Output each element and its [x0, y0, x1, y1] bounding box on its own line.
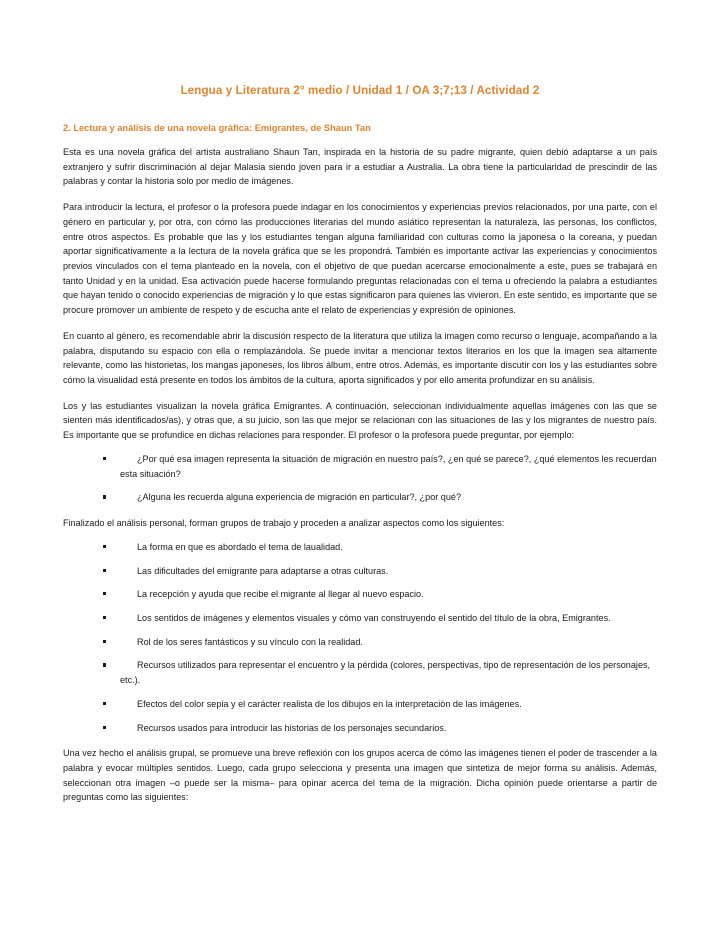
list-item-label: La recepción y ayuda que recibe el migrante al llegar al nuevo espacio. [137, 589, 424, 600]
square-bullet-icon [103, 616, 106, 619]
square-bullet-icon [103, 592, 106, 595]
page-title: Lengua y Literatura 2° medio / Unidad 1 / OA 3;7;13 / Actividad 2 [180, 84, 540, 97]
list-item-label: La forma en que es abordado el tema de laualidad. [137, 541, 343, 552]
list-item-label: Efectos del color sepia y el carácter realista de los dibujos en la interpretación de las imágenes. [137, 698, 522, 709]
list-item [63, 721, 657, 736]
square-bullet-icon [103, 640, 106, 643]
square-bullet-icon [103, 545, 106, 548]
paragraph-prior-knowledge: Para introducir la lectura, el profesor o la profesora puede indagar en los conocimientos y experiencias previos relacionados, por una parte, con el género en particular y, por otra, con cómo las producciones literarias del mundo asiático representan la naturaleza, las personas, los conflictos, entre otros aspectos. Es probable que las y los estudiantes tengan alguna familiaridad con culturas como la japonesa o la coreana, y puedan aportar significativamente a la lectura de la novela gráfica que se les propondrá. También es importante activar las experiencias y conocimientos previos vinculados con el tema planteado en la novela, con el objetivo de que puedan acercarse emocionalmente a este, pues se trabajará en tanto Unidad y en la unidad. Esa activación puede hacerse formulando preguntas relacionadas con el tema u ofreciendo la palabra a estudiantes que hayan tenido o conocido experiencias de migración y lo que estas significaron para quienes las vivieron. En este sentido, es importante que se procure promover un ambiente de respeto y de escucha ante el relato de experiencias y expresión de opiniones. [63, 202, 657, 316]
list-item-label: Las dificultades del emigrante para adaptarse a otras culturas. [137, 565, 389, 576]
list-item [63, 490, 657, 505]
paragraph-group-work: Finalizado el análisis personal, forman grupos de trabajo y proceden a analizar aspectos como los siguientes: [63, 518, 505, 529]
square-bullet-icon [103, 726, 106, 729]
list-item [63, 611, 657, 626]
list-item [63, 564, 657, 579]
square-bullet-icon [103, 457, 106, 460]
paragraph-genre: En cuanto al género, es recomendable abrir la discusión respecto de la literatura que utiliza la imagen como recurso o lenguaje, acompañando a la palabra, disputando su espacio con ella o remplazándola. Se puede invitar a mencionar textos literarios en los que la imagen sea altamente relevante, como las historietas, los mangas japoneses, los libros álbum, entre otros. Además, es importante discutir con los y las estudiantes sobre cómo la visualidad está presente en todos los ámbitos de la cultura, aporta significados y por ello amerita profundizar en su análisis. [63, 330, 657, 386]
list-item [63, 697, 657, 712]
list-item-label: ¿Por qué esa imagen representa la situación de migración en nuestro país?, ¿en qué se parece?, ¿qué elementos les recuerdan esta situación? [120, 453, 657, 479]
square-bullet-icon [103, 663, 106, 666]
square-bullet-icon [103, 569, 106, 572]
list-item [63, 587, 657, 602]
question-bullet-list [63, 452, 657, 505]
analysis-bullet-list [63, 540, 657, 735]
section-heading: 2. Lectura y análisis de una novela gráfica: Emigrantes, de Shaun Tan [63, 122, 371, 133]
list-item [63, 540, 657, 555]
paragraph-closing: Una vez hecho el análisis grupal, se promueve una breve reflexión con los grupos acerca de cómo las imágenes tienen el poder de trascender a la palabra y evocar múltiples sentidos. Luego, cada grupo selecciona y presenta una imagen que sintetiza de mejor forma su análisis. Además, seleccionan otra imagen –o puede ser la misma– para opinar acerca del tema de la migración. Dicha opinión puede orientarse a partir de preguntas como las siguientes: [63, 748, 657, 803]
paragraph-individual-work: Los y las estudiantes visualizan la novela gráfica Emigrantes. A continuación, seleccionan individualmente aquellas imágenes con las que se sienten más identificados/as), y otras que, a su juicio, son las que mejor se relacionan con las situaciones de las y los migrantes de nuestro país. Es importante que se profundice en dichas relaciones para responder. El profesor o la profesora puede preguntar, por ejemplo: [63, 400, 657, 441]
list-item-label: Los sentidos de imágenes y elementos visuales y cómo van construyendo el sentido del título de la obra, Emigrantes. [137, 612, 611, 623]
square-bullet-icon [103, 495, 106, 498]
list-item [63, 658, 657, 687]
list-item-label: Recursos usados para introducir las historias de los personajes secundarios. [137, 722, 447, 733]
list-item [63, 452, 657, 481]
list-item-label: Recursos utilizados para representar el encuentro y la pérdida (colores, perspectivas, tipo de representación de los personajes, etc.). [120, 660, 651, 686]
list-item-label: Rol de los seres fantásticos y su vínculo con la realidad. [137, 636, 363, 647]
paragraph-intro: Esta es una novela gráfica del artista australiano Shaun Tan, inspirada en la historia de su padre migrante, quien debió adaptarse a un país extranjero y sufrir discriminación al dejar Malasia siendo joven para ir a estudiar a Australia. La obra tiene la particularidad de prescindir de las palabras y contar la historia solo por medio de imágenes. [63, 146, 657, 187]
list-item-label: ¿Alguna les recuerda alguna experiencia de migración en particular?, ¿por qué? [137, 492, 462, 503]
square-bullet-icon [103, 702, 106, 705]
list-item [63, 635, 657, 650]
